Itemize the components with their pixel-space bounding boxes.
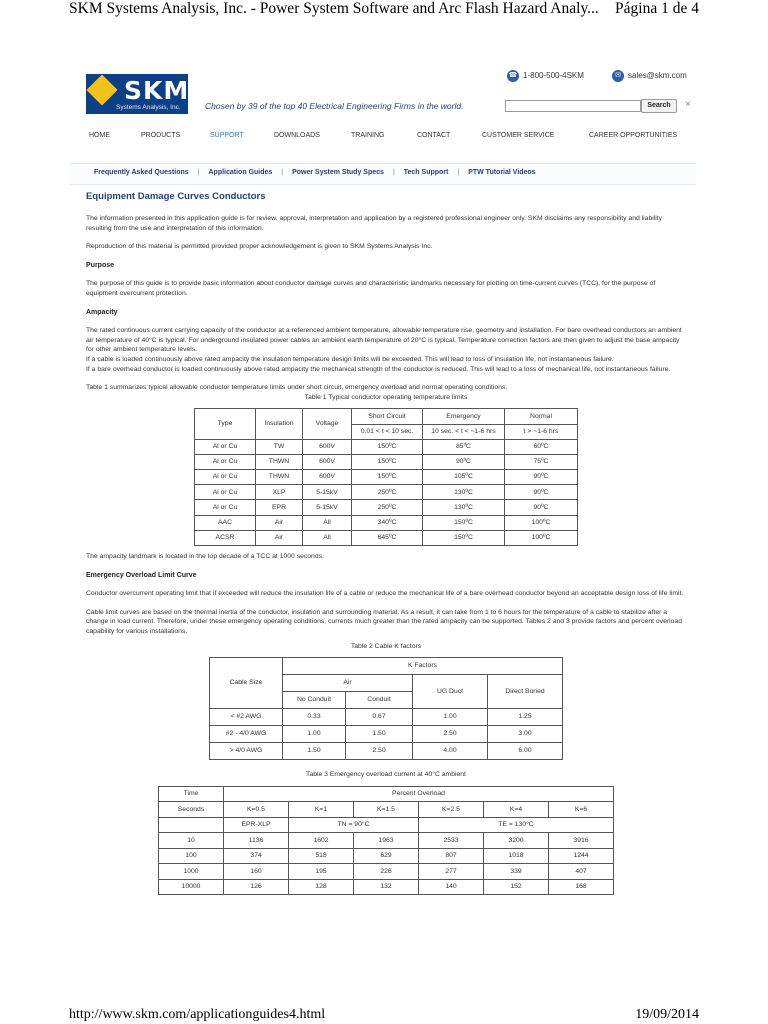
subnav-application-guides[interactable]: Application Guides (208, 169, 273, 176)
reproduction-paragraph: Reproduction of this material is permitted provided proper acknowledgement is given to SKM Systems Analysis Inc. (86, 243, 433, 251)
table1-caption: Table 1 Typical conductor operating temperature limits (304, 393, 468, 401)
table-cell: 629 (354, 848, 419, 864)
heading-purpose: Purpose (86, 261, 115, 269)
table1-row (195, 500, 578, 515)
table-cell: 807 (419, 848, 484, 864)
table-cell: 150ºC (423, 530, 505, 545)
table2-row (210, 743, 563, 760)
table-cell: 1.50 (346, 726, 413, 743)
email-icon: ✉ (612, 70, 624, 82)
table-cell: 126 (224, 879, 289, 895)
table2-row (210, 726, 563, 743)
table-cell: 90ºC (505, 470, 578, 485)
table2-body (210, 709, 563, 760)
table1-temperature-limits (194, 408, 578, 546)
table-cell: Al or Cu (195, 470, 256, 485)
table-cell: 3200 (484, 833, 549, 849)
table-cell: 1018 (484, 848, 549, 864)
table-cell: 339 (484, 864, 549, 880)
table-cell: 1.00 (413, 709, 488, 726)
table1-row (195, 485, 578, 500)
table-cell: 6.00 (488, 743, 563, 760)
subnav-study-specs[interactable]: Power System Study Specs (292, 169, 384, 176)
table1-header-normal: Normal (505, 409, 578, 424)
table-cell: 4.00 (413, 743, 488, 760)
table-cell: 2533 (419, 833, 484, 849)
table-cell: 168 (549, 879, 614, 895)
table-cell: TW (256, 439, 303, 454)
table-cell: 0.33 (283, 709, 346, 726)
table1-header-emergency: Emergency (423, 409, 505, 424)
main-nav (0, 132, 768, 144)
print-date: 19/09/2014 (635, 1007, 699, 1022)
table-cell: 5-15kV (303, 485, 352, 500)
search-input[interactable] (505, 100, 641, 112)
table-cell: 150ºC (352, 470, 423, 485)
emergency-paragraph-2: Cable limit curves are based on the thermal inertia of the conductor, insulation and surrounding material. As a result, it can take from 1 to 6 hours for the temperature of a cable to stabilize after a change in load current. Therefore, under these emergency operating conditions, currents much greater than the rated ampacity can be supported. Tables 2 and 3 provide factors and percent overload capability for various installations. (86, 608, 682, 635)
table-cell: 1602 (289, 833, 354, 849)
table3-k-label: K=2.5 (419, 802, 484, 818)
table-cell: 1.25 (488, 709, 563, 726)
table-cell: 250ºC (352, 500, 423, 515)
nav-customer-service[interactable]: CUSTOMER SERVICE (482, 132, 555, 139)
table2-header-direct-buried: Direct Buried (488, 675, 563, 709)
subnav-faq[interactable]: Frequently Asked Questions (94, 169, 189, 176)
table2-header-no-conduit: No Conduit (283, 692, 346, 709)
table2-header-air: Air (283, 675, 413, 692)
table1-row (195, 439, 578, 454)
table-cell: 10 (159, 833, 224, 849)
table3-header-seconds: Seconds (159, 802, 224, 818)
table-cell: Al or Cu (195, 500, 256, 515)
table3-emergency-overload (158, 786, 614, 896)
site-tagline: Chosen by 39 of the top 40 Electrical Engineering Firms in the world. (205, 101, 464, 111)
purpose-paragraph: The purpose of this guide is to provide basic information about conductor damage curves and characteristic landmarks necessary for plotting on time-current curves (TCC), for the purpose of equipment overcurrent protection. (86, 280, 656, 297)
table-cell: 645ºC (352, 530, 423, 545)
table1-row (195, 515, 578, 530)
table-cell: AAC (195, 515, 256, 530)
table3-caption: Table 3 Emergency overload current at 40°C ambient (306, 771, 466, 779)
table1-header-insulation: Insulation (256, 409, 303, 439)
disclaimer-paragraph: The information presented in this application guide is for review, approval, interpretation and application by a registered professional engineer only. SKM disclaims any responsibility and liability resulting from the use and interpretation of this information. (86, 215, 663, 232)
email-address: sales@skm.com (628, 71, 687, 81)
table-cell: Air (256, 515, 303, 530)
table-cell: ACSR (195, 530, 256, 545)
table3-header-tn: TN = 90°C (289, 817, 419, 833)
table1-row (195, 530, 578, 545)
article-title: Equipment Damage Curves Conductors (86, 191, 266, 202)
table-cell: 277 (419, 864, 484, 880)
ampacity-paragraph-3: If a bare overhead conductor is loaded continuously above rated ampacity the mechanical strength of the conductor is reduced. This will lead to a loss of mechanical life, not instantaneous failure. (86, 365, 671, 373)
print-page-number: Página 1 de 4 (615, 0, 699, 17)
table2-header-ug-duct: UG Duct (413, 675, 488, 709)
table1-row (195, 454, 578, 469)
search-button[interactable]: Search (641, 99, 677, 113)
table-cell: Al or Cu (195, 454, 256, 469)
table-cell: < #2 AWG (210, 709, 283, 726)
table3-header-te: TE = 130°C (419, 817, 614, 833)
table3-k-label: K=6 (549, 802, 614, 818)
emergency-paragraph-1: Conductor overcurrent operating limit that if exceeded will reduce the insulation life of a cable or reduce the mechanical life of a bare overhead conductor beyond an acceptable design loss of life limit. (86, 590, 684, 598)
table-cell: 1136 (224, 833, 289, 849)
table-cell: 2.50 (413, 726, 488, 743)
table-cell: 600V (303, 470, 352, 485)
nav-downloads[interactable]: DOWNLOADS (274, 132, 320, 139)
table-cell: 100ºC (505, 530, 578, 545)
nav-products[interactable]: PRODUCTS (141, 132, 181, 139)
table-cell: 250ºC (352, 485, 423, 500)
table-cell: 195 (289, 864, 354, 880)
table-cell: 5-15kV (303, 500, 352, 515)
table-cell: 150ºC (352, 454, 423, 469)
table-cell: 600V (303, 454, 352, 469)
table-cell: XLP (256, 485, 303, 500)
heading-ampacity: Ampacity (86, 308, 118, 316)
table-cell: 90ºC (505, 485, 578, 500)
table-cell: > 4/0 AWG (210, 743, 283, 760)
close-icon[interactable]: × (685, 99, 691, 110)
table-cell: 1.50 (283, 743, 346, 760)
phone-icon: ☎ (507, 70, 519, 82)
table-cell: 1963 (354, 833, 419, 849)
table-cell: Al or Cu (195, 439, 256, 454)
table3-header-epr-xlp: EPR-XLP (224, 817, 289, 833)
table1-header-type: Type (195, 409, 256, 439)
subnav-tech-support[interactable]: Tech Support (403, 169, 449, 176)
table-cell: 130ºC (423, 485, 505, 500)
table1-subheader-normal: t > ~1-6 hrs (505, 424, 578, 439)
table1-row (195, 470, 578, 485)
nav-home[interactable]: HOME (89, 132, 110, 139)
table-cell: 85ºC (423, 439, 505, 454)
nav-contact[interactable]: CONTACT (417, 132, 451, 139)
table3-row (159, 848, 614, 864)
table3-row (159, 879, 614, 895)
subnav-tutorial-videos[interactable]: PTW Tutorial Videos (468, 169, 536, 176)
table-cell: 60ºC (505, 439, 578, 454)
table1-body (195, 439, 578, 545)
table2-cable-k-factors (209, 657, 563, 760)
table3-k-label: K=4 (484, 802, 549, 818)
table3-k-label: K=0.5 (224, 802, 289, 818)
table1-intro: Table 1 summarizes typical allowable conductor temperature limits under short circuit, emergency overload and normal operating conditions. (86, 384, 508, 392)
table-cell: 150ºC (352, 439, 423, 454)
table2-caption: Table 2 Cable K factors (350, 642, 422, 650)
table-cell: Al or Cu (195, 485, 256, 500)
table-cell: 100ºC (505, 515, 578, 530)
nav-career-opportunities[interactable]: CAREER OPPORTUNITIES (589, 132, 678, 139)
table2-header-cable-size: Cable Size (210, 658, 283, 709)
heading-emergency-overload: Emergency Overload Limit Curve (86, 571, 197, 579)
landmark-paragraph: The ampacity landmark is located in the top decade of a TCC at 1000 seconds. (86, 553, 324, 560)
phone-contact[interactable] (507, 70, 584, 82)
table-cell: 1000 (159, 864, 224, 880)
table3-row (159, 864, 614, 880)
phone-number: 1-800-500-4SKM (523, 71, 584, 81)
nav-training[interactable]: TRAINING (351, 132, 385, 139)
table-cell: All (303, 530, 352, 545)
table-cell: 10000 (159, 879, 224, 895)
table-cell: 132 (354, 879, 419, 895)
support-subnav: Frequently Asked Questions | Application Guides | Power System Study Specs | Tech Support | PTW Tutorial Videos (70, 163, 696, 185)
table-cell: 3.00 (488, 726, 563, 743)
table3-body (159, 833, 614, 895)
table-cell: THWN (256, 454, 303, 469)
print-page-title: SKM Systems Analysis, Inc. - Power System Software and Arc Flash Hazard Analy... (69, 0, 599, 17)
skm-logo[interactable] (86, 74, 188, 114)
table3-k-label: K=1.5 (354, 802, 419, 818)
table-cell: THWN (256, 470, 303, 485)
nav-support[interactable]: SUPPORT (210, 132, 244, 139)
table-cell: 90ºC (505, 500, 578, 515)
table-cell: 90ºC (423, 454, 505, 469)
ampacity-paragraph-2: If a cable is loaded continuously above rated ampacity the insulation temperature design limits will be exceeded. This will lead to loss of insulation life, not instantaneous failure. (86, 355, 614, 363)
table-cell: 75ºC (505, 454, 578, 469)
print-url: http://www.skm.com/applicationguides4.html (69, 1007, 326, 1022)
table-cell: 2.50 (346, 743, 413, 760)
table-cell: 105ºC (423, 470, 505, 485)
table2-row (210, 709, 563, 726)
logo-subtitle: Systems Analysis, Inc. (116, 104, 181, 111)
table1-subheader-emergency: 10 sec. < t < ~1-6 hrs (423, 424, 505, 439)
table2-header-conduit: Conduit (346, 692, 413, 709)
table-cell: 160 (224, 864, 289, 880)
table-cell: 518 (289, 848, 354, 864)
ampacity-paragraph-1: The rated continuous current carrying capacity of the conductor at a referenced ambient temperature, allowable temperature rise, geometry and installation. For bare overhead conductors an ambient air temperature of 40°C is typical. For underground insulated power cables an ambient earth temperature of 20°C is typical. Temperature correction factors are then given to adjust the base ampacity for other ambient temperature levels. (86, 327, 682, 354)
table-cell: Air (256, 530, 303, 545)
email-contact[interactable] (612, 70, 687, 82)
table-cell: 0.67 (346, 709, 413, 726)
logo-diamond-icon (86, 74, 117, 105)
table-cell: 226 (354, 864, 419, 880)
table-cell: 340ºC (352, 515, 423, 530)
logo-wordmark: SKM (124, 76, 190, 105)
table-cell: 1244 (549, 848, 614, 864)
table-cell: #2 - 4/0 AWG (210, 726, 283, 743)
table2-header-k-factors: K Factors (283, 658, 563, 675)
table-cell: 600V (303, 439, 352, 454)
table1-subheader-short-circuit: 0.01 < t < 10 sec. (352, 424, 423, 439)
table-cell: 3916 (549, 833, 614, 849)
table1-header-voltage: Voltage (303, 409, 352, 439)
table-cell: 407 (549, 864, 614, 880)
print-header (0, 0, 768, 20)
table1-header-short-circuit: Short Circuit (352, 409, 423, 424)
table-cell: 152 (484, 879, 549, 895)
table-cell: 128 (289, 879, 354, 895)
table-cell: 140 (419, 879, 484, 895)
table-cell: 1.00 (283, 726, 346, 743)
table-cell: 374 (224, 848, 289, 864)
table3-k-label: K=1 (289, 802, 354, 818)
table3-row (159, 833, 614, 849)
table-cell: 150ºC (423, 515, 505, 530)
table3-header-time: Time (159, 786, 224, 802)
table3-header-percent-overload: Percent Overload (224, 786, 614, 802)
table-cell: All (303, 515, 352, 530)
article-content (86, 190, 686, 901)
table-cell: EPR (256, 500, 303, 515)
table-cell: 100 (159, 848, 224, 864)
table-cell: 130ºC (423, 500, 505, 515)
